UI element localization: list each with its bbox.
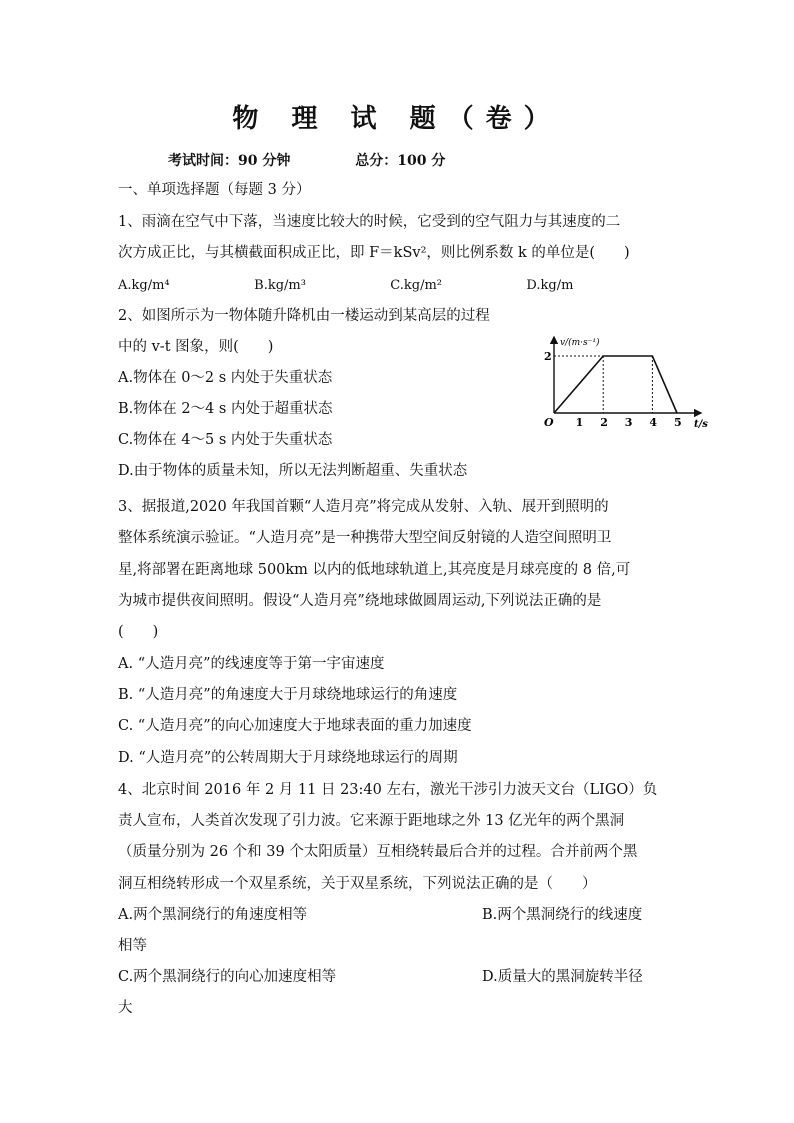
q4-line-3: （质量分别为 26 个和 39 个太阳质量）互相绕转最后合并的过程。合并前两个黑 bbox=[118, 844, 638, 860]
chart-y-tick-label: 2 bbox=[544, 350, 552, 363]
q3-line-1: 3、据报道,2020 年我国首颗“人造月亮”将完成从发射、入轨、展开到照明的 bbox=[118, 499, 609, 515]
q1-option-c: C.kg/m² bbox=[390, 278, 443, 293]
q1-option-d: D.kg/m bbox=[526, 278, 574, 293]
chart-x-tick-label: 5 bbox=[674, 416, 682, 429]
q2-option-c: C.物体在 4～5 s 内处于失重状态 bbox=[118, 432, 333, 448]
q2-option-a: A.物体在 0～2 s 内处于失重状态 bbox=[118, 370, 333, 386]
q4-option-b-cont: 相等 bbox=[118, 938, 147, 954]
chart-series-line bbox=[554, 356, 677, 413]
q2-option-b: B.物体在 2～4 s 内处于超重状态 bbox=[118, 401, 333, 417]
chart-x-tick-label: 4 bbox=[649, 416, 658, 429]
chart-x-tick-label: 2 bbox=[600, 416, 608, 429]
q2-line-1: 2、如图所示为一物体随升降机由一楼运动到某高层的过程 bbox=[118, 308, 490, 324]
q1-line-2: 次方成正比，与其横截面积成正比，即 F＝kSv²，则比例系数 k 的单位是( ) bbox=[118, 245, 630, 261]
q4-option-a: A.两个黑洞绕行的角速度相等 bbox=[118, 907, 308, 923]
exam-total-score: 总分：100 分 bbox=[355, 153, 446, 169]
q3-line-4: 为城市提供夜间照明。假设“人造月亮”绕地球做圆周运动,下列说法正确的是 bbox=[118, 593, 602, 609]
q2-option-d: D.由于物体的质量未知，所以无法判断超重、失重状态 bbox=[118, 463, 468, 479]
q4-line-2: 责人宣布，人类首次发现了引力波。它来源于距地球之外 13 亿光年的两个黑洞 bbox=[118, 813, 625, 829]
q3-line-2: 整体系统演示验证。“人造月亮”是一种携带大型空间反射镜的人造空间照明卫 bbox=[118, 530, 612, 546]
exam-time: 考试时间：90 分钟 bbox=[168, 153, 291, 169]
chart-x-tick-label: 1 bbox=[575, 416, 584, 429]
q3-option-a: A. “人造月亮”的线速度等于第一宇宙速度 bbox=[118, 656, 385, 672]
q1-options bbox=[118, 278, 658, 293]
q1-option-a: A.kg/m⁴ bbox=[118, 278, 170, 293]
chart-origin-label: O bbox=[544, 416, 554, 429]
q3-line-5: ( ) bbox=[118, 624, 159, 640]
q1-line-1: 1、雨滴在空气中下落，当速度比较大的时候，它受到的空气阻力与其速度的二 bbox=[118, 214, 621, 230]
q4-line-1: 4、北京时间 2016 年 2 月 11 日 23:40 左右，激光干涉引力波天文台（LIGO）负 bbox=[118, 782, 658, 798]
q4-option-d-cont: 大 bbox=[118, 1000, 133, 1016]
section-heading: 一、单项选择题（每题 3 分） bbox=[118, 182, 311, 198]
q1-option-b: B.kg/m³ bbox=[254, 278, 306, 293]
q3-option-d: D. “人造月亮”的公转周期大于月球绕地球运行的周期 bbox=[118, 750, 458, 766]
chart-y-label: v/(m·s⁻¹) bbox=[560, 338, 600, 348]
q3-option-b: B. “人造月亮”的角速度大于月球绕地球运行的角速度 bbox=[118, 687, 458, 703]
exam-meta bbox=[168, 150, 445, 170]
q3-option-c: C. “人造月亮”的向心加速度大于地球表面的重力加速度 bbox=[118, 718, 472, 734]
q4-option-d: D.质量大的黑洞旋转半径 bbox=[482, 969, 643, 985]
vt-chart bbox=[536, 333, 706, 435]
q3-line-3: 星,将部署在距离地球 500km 以内的低地球轨道上,其亮度是月球亮度的 8 倍,可 bbox=[118, 562, 631, 578]
q2-line-2: 中的 v-t 图象，则( ) bbox=[118, 339, 274, 355]
q4-line-4: 洞互相绕转形成一个双星系统，关于双星系统，下列说法正确的是（ ） bbox=[118, 876, 597, 892]
chart-x-tick-label: 3 bbox=[624, 416, 633, 429]
q4-option-b: B.两个黑洞绕行的线速度 bbox=[482, 907, 643, 923]
chart-x-label: t/s bbox=[694, 419, 708, 430]
page-title: 物 理 试 题（卷） bbox=[232, 104, 562, 134]
q4-option-c: C.两个黑洞绕行的向心加速度相等 bbox=[118, 969, 337, 985]
